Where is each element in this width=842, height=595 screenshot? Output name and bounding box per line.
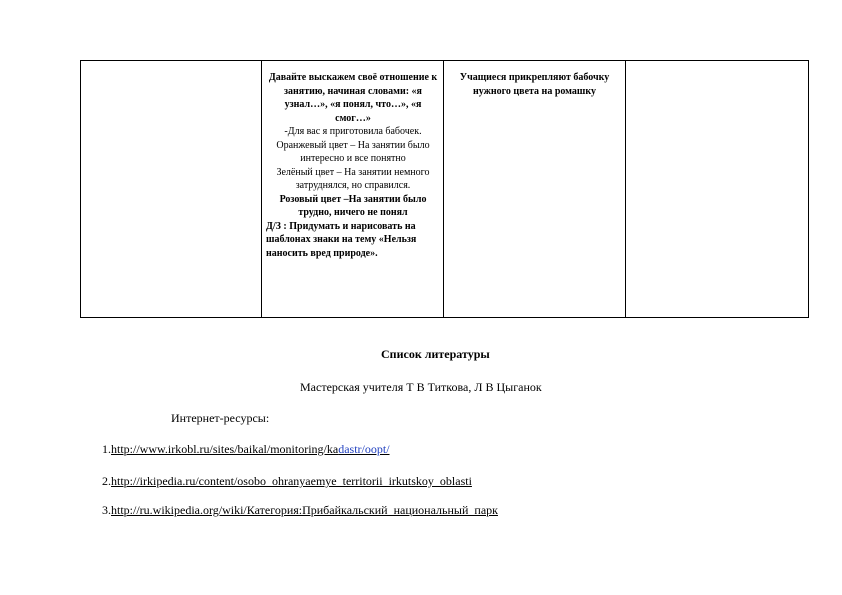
orange-color-meaning: Оранжевый цвет – На занятии было интересно и все понятно	[276, 139, 430, 164]
table-cell-empty-1	[81, 61, 262, 318]
pink-color-meaning: Розовый цвет –На занятии было трудно, ничего не понял	[279, 193, 427, 218]
table-row	[81, 61, 809, 318]
literature-entry: Мастерская учителя Т В Титкова, Л В Цыганок	[300, 380, 542, 394]
reflection-prompt: Давайте выскажем своё отношение к занятию, начиная словами: «я узнал…», «я понял, что…», «я смог…»	[268, 72, 438, 124]
table-cell-empty-4	[626, 61, 809, 318]
resource-link-1[interactable]: http://www.irkobl.ru/sites/baikal/monitoring/kadastr/oopt/	[111, 442, 390, 456]
literature-heading: Список литературы	[381, 347, 490, 361]
link-number: 1.	[102, 442, 111, 456]
table-cell-student-activity	[444, 61, 626, 318]
list-item	[102, 442, 390, 457]
lesson-table	[80, 60, 809, 318]
green-color-meaning: Зелёный цвет – На занятии немного затруднялся, но справился.	[276, 166, 430, 191]
student-activity-text: Учащиеся прикрепляют бабочку нужного цвета на ромашку	[459, 72, 610, 97]
resource-link-3[interactable]: http://ru.wikipedia.org/wiki/Категория:Прибайкальский_национальный_парк	[111, 503, 498, 517]
butterflies-intro: -Для вас я приготовила бабочек.	[284, 126, 422, 137]
list-item	[102, 474, 472, 489]
link-number: 2.	[102, 474, 111, 488]
list-item	[102, 503, 498, 518]
homework-text: Д/З : Придумать и нарисовать на шаблонах знаки на тему «Нельзя наносить вред природе».	[266, 220, 417, 259]
table-cell-teacher-activity	[262, 61, 444, 318]
internet-resources-heading: Интернет-ресурсы:	[171, 411, 270, 425]
link-number: 3.	[102, 503, 111, 517]
resource-link-2[interactable]: http://irkipedia.ru/content/osobo_ohranyaemye_territorii_irkutskoy_oblasti	[111, 474, 472, 488]
